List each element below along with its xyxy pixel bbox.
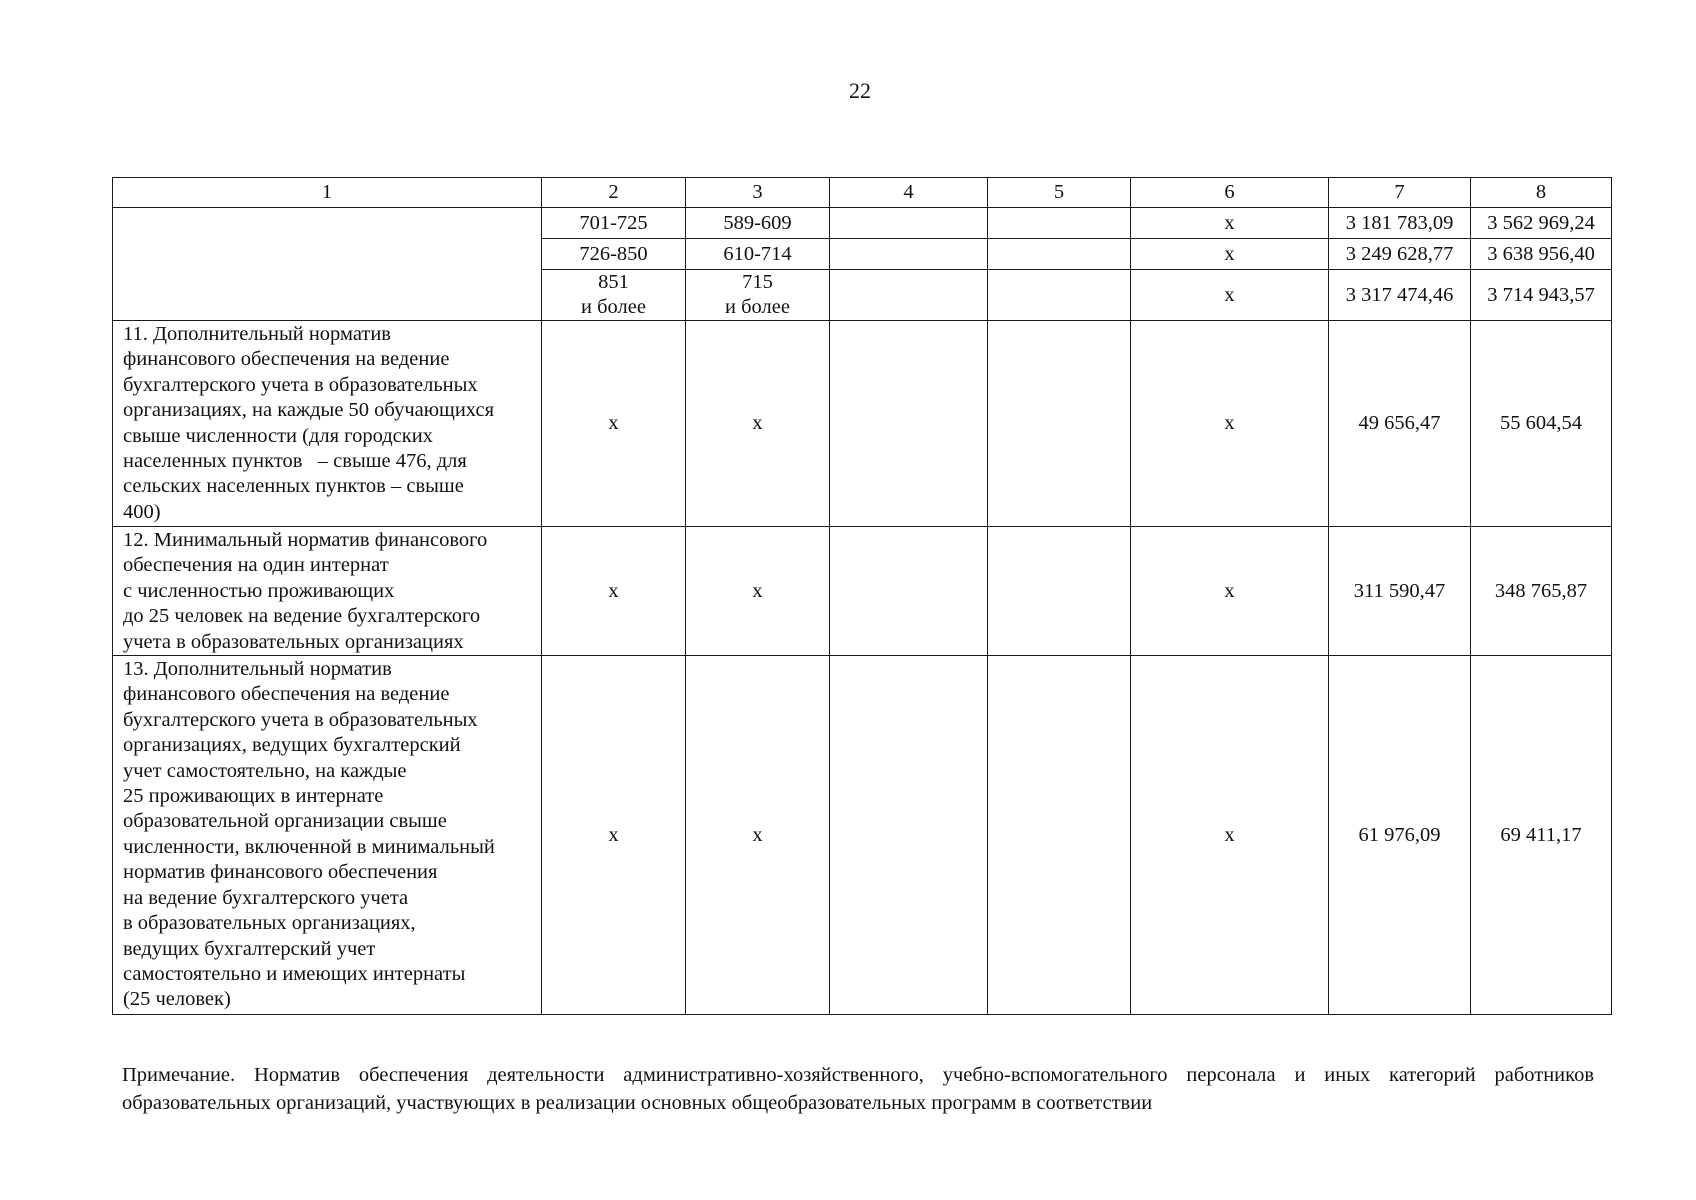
column-header: 1	[113, 178, 542, 208]
table-cell	[988, 656, 1131, 1015]
description-line: самостоятельно и имеющих интернаты	[123, 962, 466, 985]
footnote-text: Примечание. Норматив обеспечения деятельности административно-хозяйственного, учебно-вспомогательного персонала и иных категорий работников образовательных организаций, участвующих в реализации основных общеобразовательных программ в соответствии	[122, 1063, 1594, 1114]
table-cell: х	[542, 527, 686, 656]
table-cell	[830, 270, 988, 321]
description-line: численности, включенной в минимальный	[123, 835, 495, 858]
table-cell: 55 604,54	[1471, 321, 1612, 527]
table-cell: х	[686, 656, 830, 1015]
table-cell: 3 638 956,40	[1471, 239, 1612, 270]
table-cell: х	[686, 321, 830, 527]
description-line: норматив финансового обеспечения	[123, 861, 438, 884]
table-row	[113, 656, 1612, 1015]
description-cell	[113, 321, 542, 527]
table-cell: 3 249 628,77	[1329, 239, 1471, 270]
table-cell: 49 656,47	[1329, 321, 1471, 527]
table-row	[113, 321, 1612, 527]
table-cell	[686, 270, 830, 321]
column-header: 6	[1131, 178, 1329, 208]
cell-line: и более	[581, 296, 646, 318]
description-line: 400)	[123, 500, 161, 523]
table-cell: х	[542, 656, 686, 1015]
description-line: на ведение бухгалтерского учета	[123, 886, 409, 909]
table-cell: х	[1131, 527, 1329, 656]
table-cell	[830, 656, 988, 1015]
table-cell: 589-609	[686, 208, 830, 239]
table-cell: 701-725	[542, 208, 686, 239]
table-cell: 69 411,17	[1471, 656, 1612, 1015]
table-cell	[542, 270, 686, 321]
description-line: в образовательных организациях,	[123, 912, 416, 935]
description-line: 12. Минимальный норматив финансового	[123, 529, 488, 551]
page-number: 22	[849, 78, 871, 103]
table-cell	[830, 239, 988, 270]
table-header-row	[113, 178, 1612, 208]
table-row	[113, 208, 1612, 239]
table-cell: х	[1131, 321, 1329, 527]
table-cell: х	[1131, 208, 1329, 239]
cell-line: 715	[742, 271, 773, 293]
description-line: (25 человек)	[123, 988, 231, 1011]
description-line: учета в образовательных организациях	[123, 630, 464, 653]
table-cell: 610-714	[686, 239, 830, 270]
column-header: 5	[988, 178, 1131, 208]
cell-line: 851	[598, 271, 629, 293]
description-line: с численностью проживающих	[123, 579, 395, 602]
description-cell	[113, 527, 542, 656]
table-cell	[988, 239, 1131, 270]
table-cell: 348 765,87	[1471, 527, 1612, 656]
description-line: 11. Дополнительный норматив	[123, 323, 391, 345]
table-cell	[988, 321, 1131, 527]
table-cell	[830, 527, 988, 656]
description-line: финансового обеспечения на ведение	[123, 683, 450, 706]
description-line: финансового обеспечения на ведение	[123, 348, 450, 371]
description-line: до 25 человек на ведение бухгалтерского	[123, 605, 481, 628]
table-cell	[988, 208, 1131, 239]
table-cell	[988, 270, 1131, 321]
column-header: 3	[686, 178, 830, 208]
table-cell: 3 562 969,24	[1471, 208, 1612, 239]
description-line: сельских населенных пунктов – свыше	[123, 475, 464, 498]
empty-description-cell	[113, 208, 542, 321]
description-line: 25 проживающих в интернате	[123, 785, 384, 808]
table-cell: 3 714 943,57	[1471, 270, 1612, 321]
table-cell: х	[1131, 270, 1329, 321]
table-cell: 3 317 474,46	[1329, 270, 1471, 321]
description-line: бухгалтерского учета в образовательных	[123, 373, 478, 396]
table-cell	[830, 208, 988, 239]
table-cell: х	[1131, 239, 1329, 270]
table-cell	[830, 321, 988, 527]
column-header: 2	[542, 178, 686, 208]
description-line: организациях, ведущих бухгалтерский	[123, 734, 461, 757]
table-row	[113, 527, 1612, 656]
table-cell	[988, 527, 1131, 656]
table-cell: 311 590,47	[1329, 527, 1471, 656]
table-cell: х	[542, 321, 686, 527]
description-line: обеспечения на один интернат	[123, 554, 389, 577]
description-line: ведущих бухгалтерский учет	[123, 937, 376, 960]
description-line: организациях, на каждые 50 обучающихся	[123, 399, 494, 422]
description-line: населенных пунктов – свыше 476, для	[123, 450, 467, 473]
table-cell: 3 181 783,09	[1329, 208, 1471, 239]
description-line: образовательной организации свыше	[123, 810, 447, 833]
cell-line: и более	[725, 296, 790, 318]
column-header: 7	[1329, 178, 1471, 208]
table-cell: 726-850	[542, 239, 686, 270]
column-header: 4	[830, 178, 988, 208]
description-line: 13. Дополнительный норматив	[123, 658, 392, 681]
column-header: 8	[1471, 178, 1612, 208]
description-line: свыше численности (для городских	[123, 424, 433, 447]
description-line: бухгалтерского учета в образовательных	[123, 708, 478, 731]
table-cell: х	[686, 527, 830, 656]
table-cell: х	[1131, 656, 1329, 1015]
table-cell: 61 976,09	[1329, 656, 1471, 1015]
description-line: учет самостоятельно, на каждые	[123, 759, 407, 782]
norms-table	[112, 177, 1612, 1015]
description-cell	[113, 656, 542, 1015]
